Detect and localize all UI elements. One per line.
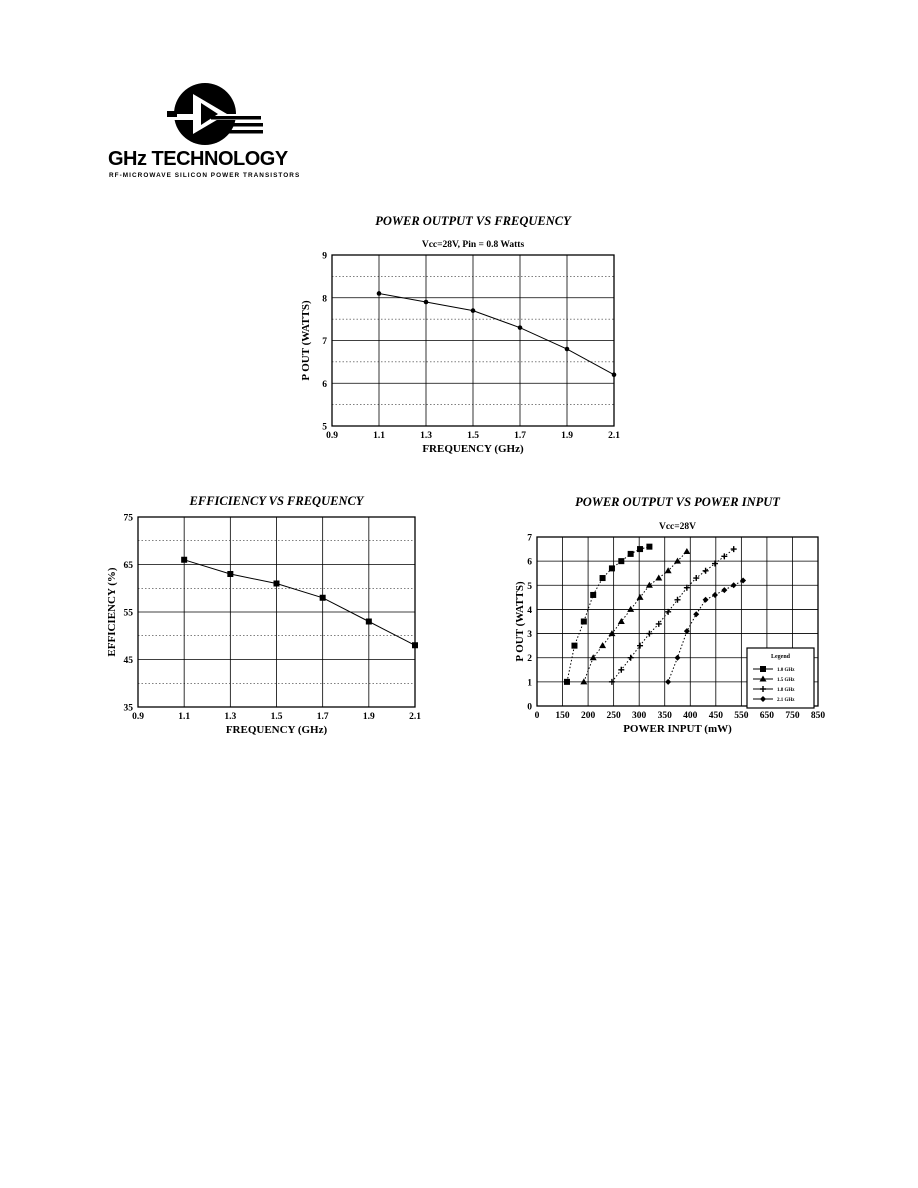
x-tick-label: 0.9 <box>132 712 144 722</box>
series-line <box>584 552 687 682</box>
x-tick-label: 1.1 <box>373 431 385 441</box>
data-point <box>721 587 727 593</box>
company-name: GHz TECHNOLOGY <box>108 148 288 170</box>
y-tick-label: 8 <box>322 294 327 305</box>
data-point <box>571 643 577 649</box>
data-point <box>590 654 597 660</box>
legend-label: 1.5 GHz <box>777 678 795 683</box>
data-point <box>731 546 737 552</box>
x-tick-label: 1.7 <box>514 431 526 441</box>
y-tick-label: 3 <box>527 630 532 641</box>
data-point <box>655 575 662 581</box>
y-tick-label: 6 <box>527 557 532 568</box>
data-point <box>564 679 570 685</box>
legend-label: 2.1 GHz <box>777 698 795 703</box>
chart-subtitle: Vcc=28V <box>658 522 697 532</box>
y-axis-label: P OUT (WATTS) <box>300 300 312 381</box>
x-axis-label: FREQUENCY (GHz) <box>225 724 328 736</box>
data-point <box>703 597 709 603</box>
x-tick-label: 0.9 <box>326 431 338 441</box>
legend-title: Legend <box>770 654 791 660</box>
y-tick-label: 5 <box>322 422 327 433</box>
series-line <box>668 581 743 682</box>
data-point <box>628 655 634 661</box>
x-tick-label: 200 <box>580 711 596 721</box>
y-tick-label: 7 <box>527 533 532 544</box>
y-tick-label: 45 <box>123 656 133 666</box>
x-tick-label: 0 <box>534 711 540 721</box>
data-point <box>637 546 643 552</box>
y-tick-label: 7 <box>322 337 327 347</box>
x-tick-label: 1.3 <box>420 431 432 441</box>
x-tick-label: 1.3 <box>224 712 237 722</box>
data-point <box>712 592 718 598</box>
x-tick-label: 300 <box>632 711 647 721</box>
x-tick-label: 650 <box>759 711 775 721</box>
company-tagline: RF-MICROWAVE SILICON POWER TRANSISTORS <box>109 172 301 179</box>
y-tick-label: 1 <box>527 678 532 689</box>
x-tick-label: 1.9 <box>561 431 573 441</box>
y-axis-label: P OUT (WATTS) <box>514 581 526 662</box>
x-tick-label: 150 <box>555 711 570 721</box>
y-tick-label: 75 <box>123 513 133 524</box>
data-point <box>683 548 690 554</box>
x-tick-label: 350 <box>657 711 672 721</box>
data-point <box>675 655 681 661</box>
x-tick-label: 750 <box>785 711 800 721</box>
chart-title: POWER OUTPUT VS POWER INPUT <box>575 495 780 509</box>
x-tick-label: 1.7 <box>316 712 329 722</box>
data-point <box>599 642 606 648</box>
chart-subtitle: Vcc=28V, Pin = 0.8 Watts <box>421 240 525 250</box>
data-point <box>600 575 606 581</box>
data-point <box>618 558 624 564</box>
x-tick-label: 2.1 <box>409 712 421 722</box>
x-tick-label: 550 <box>734 711 749 721</box>
y-tick-label: 0 <box>527 702 532 713</box>
x-tick-label: 1.1 <box>178 712 191 722</box>
x-tick-label: 450 <box>708 711 723 721</box>
chart-title: POWER OUTPUT VS FREQUENCY <box>375 214 571 228</box>
data-point <box>628 551 634 557</box>
x-axis-label: FREQUENCY (GHz) <box>422 443 524 455</box>
series-line <box>567 547 649 682</box>
y-tick-label: 2 <box>527 654 532 665</box>
data-point <box>646 582 653 588</box>
x-tick-label: 850 <box>810 711 826 721</box>
y-tick-label: 35 <box>123 703 133 714</box>
data-point <box>703 568 709 574</box>
y-tick-label: 6 <box>322 379 327 390</box>
y-tick-label: 9 <box>322 251 327 262</box>
x-tick-label: 250 <box>606 711 621 721</box>
data-point <box>665 679 671 685</box>
y-tick-label: 55 <box>123 608 133 619</box>
x-tick-label: 1.5 <box>467 431 479 441</box>
data-point <box>618 618 625 624</box>
x-tick-label: 1.9 <box>362 712 375 722</box>
data-point <box>580 678 587 684</box>
x-tick-label: 400 <box>683 711 698 721</box>
y-axis-label: EFFICIENCY (%) <box>106 567 118 657</box>
legend-label: 1.0 GHz <box>777 668 795 673</box>
data-point <box>581 619 587 625</box>
y-tick-label: 65 <box>123 561 133 571</box>
y-tick-label: 5 <box>527 581 532 592</box>
legend-marker <box>760 666 766 672</box>
legend-label: 1.8 GHz <box>777 688 795 693</box>
data-point <box>693 611 699 617</box>
data-point <box>590 592 596 598</box>
x-axis-label: POWER INPUT (mW) <box>623 723 732 735</box>
data-point <box>646 544 652 550</box>
chart-title: EFFICIENCY VS FREQUENCY <box>189 494 364 508</box>
data-point <box>609 565 615 571</box>
data-point <box>627 606 634 612</box>
x-tick-label: 1.5 <box>270 712 283 722</box>
x-tick-label: 2.1 <box>608 431 620 441</box>
y-tick-label: 4 <box>527 605 532 616</box>
data-point <box>731 582 737 588</box>
